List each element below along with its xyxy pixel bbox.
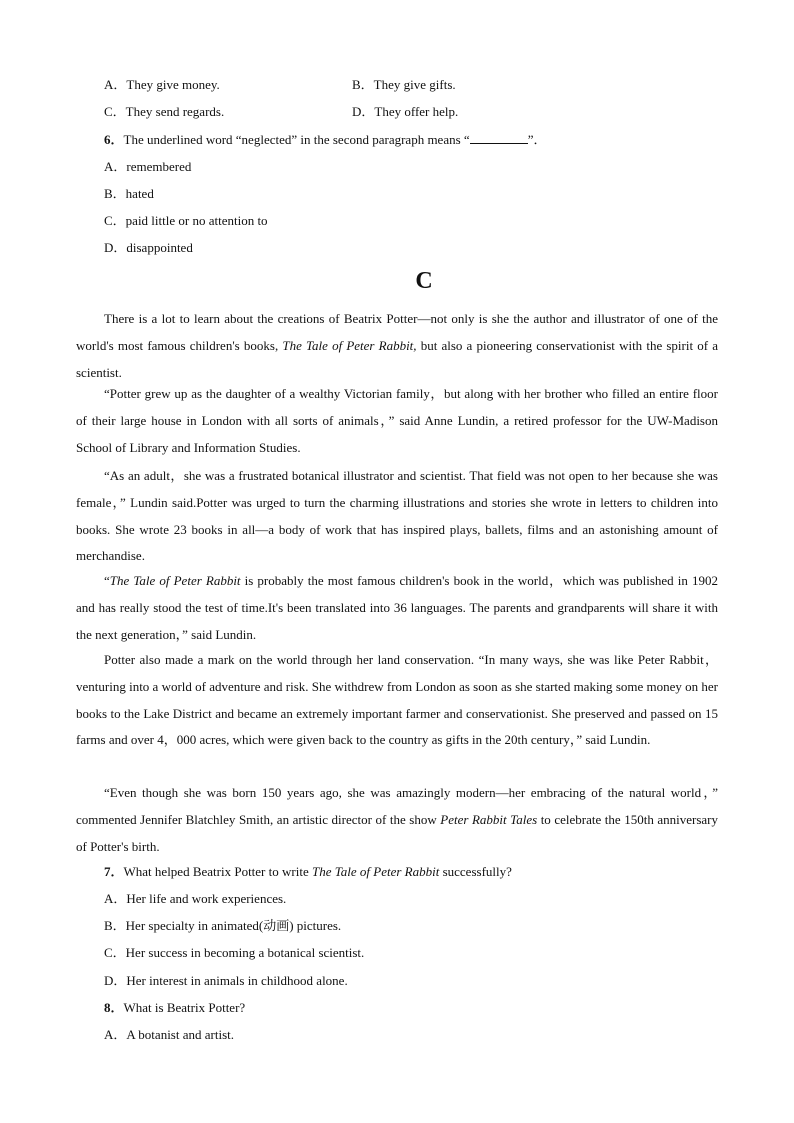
option-text: paid little or no attention to bbox=[125, 213, 268, 228]
question-text-end: ”． bbox=[527, 132, 547, 147]
option-label: C． bbox=[104, 945, 126, 960]
q6-option-a bbox=[104, 159, 191, 175]
option-label: C． bbox=[104, 213, 126, 228]
option-text: Her interest in animals in childhood alone. bbox=[126, 973, 348, 988]
option-label: A． bbox=[104, 159, 127, 174]
question-text: The underlined word “neglected” in the second paragraph means “ bbox=[123, 132, 470, 147]
option-text: They send regards. bbox=[125, 104, 225, 119]
paragraph-text: “Even though she was born 150 years ago, she was amazingly modern—her embracing of the natural world，” commented Jennifer Blatchley Smith, an artistic director of the show bbox=[76, 785, 718, 827]
option-label: B． bbox=[352, 77, 374, 92]
option-text: Her success in becoming a botanical scientist. bbox=[125, 945, 365, 960]
option-text: remembered bbox=[126, 159, 192, 174]
option-label: D． bbox=[352, 104, 375, 119]
book-title: The Tale of Peter Rabbit bbox=[109, 573, 241, 588]
q7-option-b bbox=[104, 918, 341, 934]
show-title: Peter Rabbit Tales bbox=[440, 811, 538, 827]
q6-option-b bbox=[104, 186, 154, 202]
paragraph-text: “ bbox=[104, 573, 110, 588]
q5-option-d bbox=[352, 104, 458, 120]
passage-paragraph-4 bbox=[76, 568, 718, 648]
q7-option-c bbox=[104, 945, 364, 961]
option-label: D． bbox=[104, 973, 127, 988]
passage-paragraph-1 bbox=[76, 306, 718, 386]
passage-paragraph-6 bbox=[76, 780, 718, 860]
q6-option-d bbox=[104, 240, 193, 256]
question-text: What helped Beatrix Potter to write bbox=[123, 864, 312, 879]
q5-option-c bbox=[104, 104, 224, 120]
option-text: Her specialty in animated(动画) pictures. bbox=[125, 918, 342, 933]
passage-paragraph-5: Potter also made a mark on the world through her land conservation. “In many ways, she was like Peter Rabbit，venturing into a world of adventure and risk. She withdrew from London as soon as she started making some money on her books to the Lake District and became an extremely important farmer and conservationist. She preserved and passed on 15 farms and over 4，000 acres, which were given back to the country as gifts in the 20th century，” said Lundin. bbox=[76, 652, 718, 748]
paragraph-text: to celebrate the 150th anniversary of Potter's birth. bbox=[76, 811, 719, 854]
option-text: disappointed bbox=[126, 240, 193, 255]
question-text: What is Beatrix Potter? bbox=[123, 1000, 246, 1015]
question-number: 6． bbox=[104, 132, 124, 147]
q7-option-d bbox=[104, 973, 348, 989]
book-title: The Tale of Peter Rabbit, bbox=[282, 337, 417, 353]
q7-option-a bbox=[104, 891, 286, 907]
option-text: hated bbox=[125, 186, 154, 201]
question-number: 7． bbox=[104, 864, 124, 879]
option-text: They give money. bbox=[126, 77, 220, 92]
q6-option-c bbox=[104, 213, 268, 229]
answer-blank bbox=[470, 131, 528, 144]
question-8-stem bbox=[104, 1000, 245, 1016]
option-label: B． bbox=[104, 186, 126, 201]
q5-option-a bbox=[104, 77, 220, 93]
question-number: 8． bbox=[104, 1000, 124, 1015]
passage-paragraph-3: “As an adult，she was a frustrated botanical illustrator and scientist. That field was not open to her because she was female，” Lundin said.Potter was urged to turn the charming illustrations and stories she wrote in letters to children into books. She wrote 23 books in all—a body of work that has inspired plays, ballets, films and an astonishing amount of merchandise. bbox=[76, 468, 718, 564]
question-6-stem bbox=[104, 131, 546, 148]
option-label: B． bbox=[104, 918, 126, 933]
question-7-stem bbox=[104, 864, 512, 880]
option-label: A． bbox=[104, 1027, 127, 1042]
option-label: A． bbox=[104, 891, 127, 906]
q8-option-a bbox=[104, 1027, 234, 1043]
paragraph-text: There is a lot to learn about the creations of Beatrix Potter—not only is she the author and illustrator of one of the world's most famous children's books, bbox=[76, 311, 718, 353]
q5-option-b bbox=[352, 77, 456, 93]
option-label: D． bbox=[104, 240, 127, 255]
section-title: C bbox=[415, 268, 433, 294]
paragraph-text: but also a pioneering conservationist with the spirit of a scientist. bbox=[76, 337, 718, 380]
option-label: A． bbox=[104, 77, 127, 92]
option-text: Her life and work experiences. bbox=[126, 891, 287, 906]
option-text: They give gifts. bbox=[373, 77, 456, 92]
option-text: A botanist and artist. bbox=[126, 1027, 234, 1042]
question-text-end: successfully? bbox=[439, 864, 512, 879]
paragraph-text: is probably the most famous children's book in the world，which was published in 1902 and has really stood the test of time.It's been translated into 36 languages. The parents and grandparents will share it with the next generation，” said Lundin. bbox=[76, 573, 718, 642]
book-title: The Tale of Peter Rabbit bbox=[311, 864, 440, 879]
option-label: C． bbox=[104, 104, 126, 119]
option-text: They offer help. bbox=[374, 104, 459, 119]
passage-paragraph-2: “Potter grew up as the daughter of a wealthy Victorian family，but along with her brother who filled an entire floor of their large house in London with all sorts of animals，” said Anne Lundin, a retired professor for the UW-Madison School of Library and Information Studies. bbox=[76, 386, 718, 455]
